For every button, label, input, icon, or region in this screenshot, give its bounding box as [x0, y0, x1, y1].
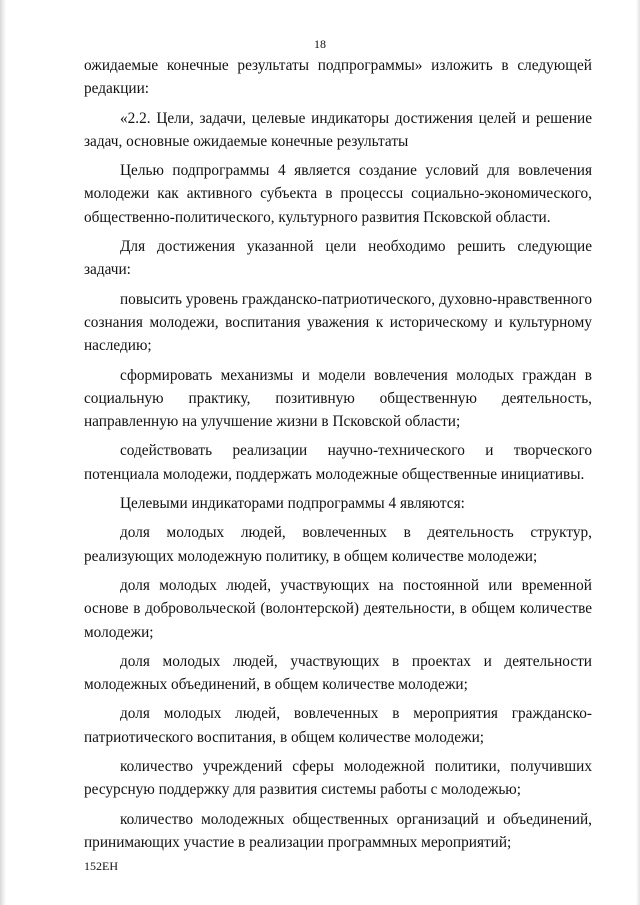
- section-heading: «2.2. Цели, задачи, целевые индикаторы достижения целей и решение задач, основные ожидаемые конечные результаты: [84, 109, 592, 150]
- task-item: повысить уровень гражданско-патриотического, духовно-нравственного сознания молодежи, воспитания уважения к историческому и культурному наследию;: [84, 290, 592, 355]
- document-body: [84, 54, 592, 854]
- scan-edge-left: [0, 0, 6, 905]
- indicator-item: доля молодых людей, участвующих на постоянной или временной основе в добровольческой (волонтерской) деятельности, в общем количестве молодежи;: [84, 576, 592, 641]
- indicator-item: количество учреждений сферы молодежной политики, получивших ресурсную поддержку для развития системы работы с молодежью;: [84, 758, 592, 799]
- paragraph-tasks-intro: Для достижения указанной цели необходимо решить следующие задачи:: [84, 238, 592, 279]
- document-code: 152ЕН: [84, 859, 118, 873]
- task-item: содействовать реализации научно-технического и творческого потенциала молодежи, поддержать молодежные общественные инициативы.: [84, 442, 592, 483]
- indicator-item: доля молодых людей, вовлеченных в деятельность структур, реализующих молодежную политику, в общем количестве молодежи;: [84, 524, 592, 565]
- scan-edge-right: [636, 0, 640, 905]
- page-number: 18: [314, 37, 326, 51]
- task-item: сформировать механизмы и модели вовлечения молодых граждан в социальную практику, позитивную общественную деятельность, направленную на улучшение жизни в Псковской области;: [84, 366, 592, 431]
- paragraph-continuation: ожидаемые конечные результаты подпрограммы» изложить в следующей редакции:: [84, 57, 592, 98]
- indicator-item: доля молодых людей, участвующих в проектах и деятельности молодежных объединений, в общем количестве молодежи;: [84, 652, 592, 694]
- indicator-item: доля молодых людей, вовлеченных в мероприятия гражданско-патриотического воспитания, в общем количестве молодежи;: [84, 705, 592, 746]
- paragraph-indicators-intro: Целевыми индикаторами подпрограммы 4 являются:: [120, 495, 465, 513]
- paragraph-goal: Целью подпрограммы 4 является создание условий для вовлечения молодежи как активного субъекта в процессы социально-экономического, общественно-политического, культурного развития Псковской области.: [84, 162, 592, 226]
- indicator-item: количество молодежных общественных организаций и объединений, принимающих участие в реализации программных мероприятий;: [84, 810, 592, 851]
